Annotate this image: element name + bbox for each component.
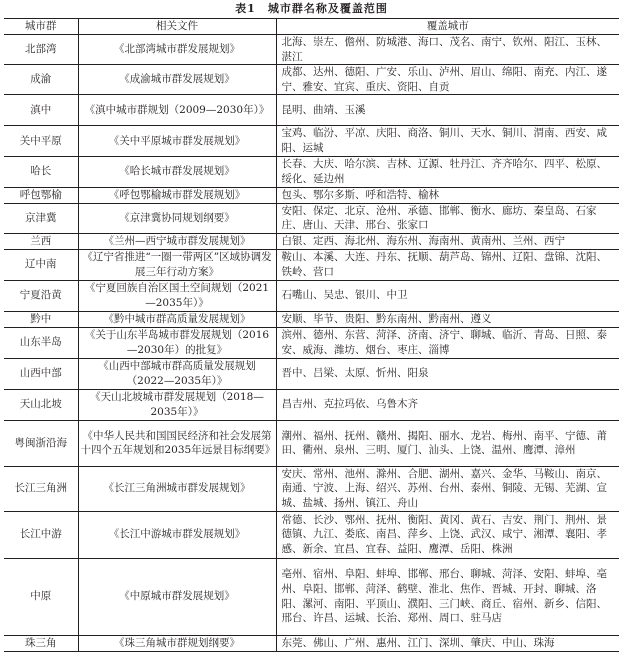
- cluster-name-cell: 山西中部: [19, 367, 62, 380]
- document-cell: 《京津冀协同规划纲要》: [78, 203, 276, 233]
- table-row: [4, 389, 619, 420]
- document-cell: 《关于山东半岛城市群发展规划（2016—2030年）的批复》: [78, 327, 276, 358]
- document-cell: 《天山北坡城市群发展规划（2018—2035年）》: [78, 389, 276, 420]
- covered-cities-cell: 安庆、常州、池州、滁州、合肥、湖州、嘉兴、金华、马鞍山、南京、南通、宁波、上海、绍兴、苏州、台州、泰州、铜陵、无锡、芜湖、宣城、盐城、扬州、镇江、舟山: [276, 466, 619, 511]
- document-cell: 《北部湾城市群发展规划》: [78, 35, 276, 65]
- cluster-name-cell: 天山北坡: [19, 398, 62, 411]
- table-row: [4, 249, 619, 280]
- covered-cities-cell: 鞍山、本溪、大连、丹东、抚顺、葫芦岛、锦州、辽阳、盘锦、沈阳、铁岭、营口: [276, 249, 619, 280]
- table-row: [4, 233, 619, 249]
- table-row: [4, 156, 619, 187]
- city-cluster-table: [4, 18, 619, 652]
- covered-cities-cell: 昆明、曲靖、玉溪: [276, 95, 619, 126]
- cluster-name-cell: 呼包鄂榆: [19, 188, 62, 201]
- document-cell: 《滇中城市群规划（2009—2030年）》: [78, 95, 276, 126]
- covered-cities-cell: 滨州、德州、东营、菏泽、济南、济宁、聊城、临沂、青岛、日照、泰安、威海、潍坊、烟台、枣庄、淄博: [276, 327, 619, 358]
- document-cell: 《关中平原城市群发展规划》: [78, 126, 276, 156]
- covered-cities-cell: 晋中、吕梁、太原、忻州、阳泉: [276, 358, 619, 389]
- cluster-name-cell: 辽中南: [25, 258, 57, 271]
- document-cell: 《呼包鄂榆城市群发展规划》: [78, 187, 276, 203]
- document-cell: 《珠三角城市群规划纲要》: [78, 635, 276, 651]
- covered-cities-cell: 成都、达州、德阳、广安、乐山、泸州、眉山、绵阳、南充、内江、遂宁、雅安、宜宾、重庆、资阳、自贡: [276, 65, 619, 95]
- table-row: [4, 35, 619, 65]
- covered-cities-cell: 东莞、佛山、广州、惠州、江门、深圳、肇庆、中山、珠海: [276, 635, 619, 651]
- document-cell: 《兰州—西宁城市群发展规划》: [78, 233, 276, 249]
- table-row: [4, 327, 619, 358]
- cluster-name-cell: 山东半岛: [19, 336, 62, 349]
- table-caption: 表1 城市群名称及覆盖范围: [235, 2, 388, 15]
- cluster-name-cell: 北部湾: [25, 43, 57, 56]
- covered-cities-cell: 常德、长沙、鄂州、抚州、衡阳、黄冈、黄石、吉安、荆门、荆州、景德镇、九江、娄底、南昌、萍乡、上饶、武汉、咸宁、湘潭、襄阳、孝感、新余、宜昌、宜春、益阳、鹰潭、岳阳、株洲: [276, 511, 619, 558]
- cluster-name-cell: 哈长: [30, 165, 52, 178]
- covered-cities-cell: 白银、定西、海北州、海东州、海南州、黄南州、兰州、西宁: [276, 233, 619, 249]
- covered-cities-cell: 北海、崇左、儋州、防城港、海口、茂名、南宁、钦州、阳江、玉林、湛江: [276, 35, 619, 65]
- header-document: 相关文件: [78, 19, 276, 35]
- header-cities: 覆盖城市: [276, 19, 619, 35]
- table-row: [4, 311, 619, 327]
- table-row: [4, 558, 619, 635]
- cluster-name-cell: 兰西: [30, 234, 52, 247]
- covered-cities-cell: 潮州、福州、抚州、赣州、揭阳、丽水、龙岩、梅州、南平、宁德、莆田、衢州、泉州、三明、厦门、汕头、上饶、温州、鹰潭、漳州: [276, 420, 619, 466]
- table-row: [4, 635, 619, 651]
- document-cell: 《成渝城市群发展规划》: [78, 65, 276, 95]
- table-row: [4, 511, 619, 558]
- table-row: [4, 358, 619, 389]
- cluster-name-cell: 黔中: [30, 312, 52, 325]
- table-row: [4, 203, 619, 233]
- table-row: [4, 466, 619, 511]
- covered-cities-cell: 宝鸡、临汾、平凉、庆阳、商洛、铜川、天水、铜川、渭南、西安、咸阳、运城: [276, 126, 619, 156]
- table-row: [4, 65, 619, 95]
- document-cell: 《长江三角洲城市群发展规划》: [78, 466, 276, 511]
- document-cell: 《中华人民共和国国民经济和社会发展第十四个五年规划和2035年远景目标纲要》: [78, 420, 276, 466]
- document-cell: 《中原城市群发展规划》: [78, 558, 276, 635]
- cluster-name-cell: 京津冀: [25, 211, 57, 224]
- document-cell: 《哈长城市群发展规划》: [78, 156, 276, 187]
- table-row: [4, 280, 619, 311]
- cluster-name-cell: 中原: [30, 590, 52, 603]
- covered-cities-cell: 长春、大庆、哈尔滨、吉林、辽源、牡丹江、齐齐哈尔、四平、松原、绥化、延边州: [276, 156, 619, 187]
- covered-cities-cell: 石嘴山、吴忠、银川、中卫: [276, 280, 619, 311]
- covered-cities-cell: 安阳、保定、北京、沧州、承德、邯郸、衡水、廊坊、秦皇岛、石家庄、唐山、天津、邢台、张家口: [276, 203, 619, 233]
- covered-cities-cell: 昌吉州、克拉玛依、乌鲁木齐: [276, 389, 619, 420]
- table-row: [4, 95, 619, 126]
- covered-cities-cell: 安顺、毕节、贵阳、黔东南州、黔南州、遵义: [276, 311, 619, 327]
- document-cell: 《黔中城市群高质量发展规划》: [78, 311, 276, 327]
- document-cell: 《长江中游城市群发展规划》: [78, 511, 276, 558]
- document-cell: 《辽宁省推进“一圈一带两区”区域协调发展三年行动方案》: [78, 249, 276, 280]
- document-cell: 《山西中部城市群高质量发展规划（2022—2035年）》: [78, 358, 276, 389]
- cluster-name-cell: 珠三角: [25, 636, 57, 649]
- document-cell: 《宁夏回族自治区国土空间规划（2021—2035年）》: [78, 280, 276, 311]
- table-header-row: [4, 19, 619, 35]
- table-row: [4, 126, 619, 156]
- table-row: [4, 420, 619, 466]
- cluster-name-cell: 长江三角洲: [14, 482, 67, 495]
- cluster-name-cell: 滇中: [30, 104, 52, 117]
- table-row: [4, 187, 619, 203]
- cluster-name-cell: 宁夏沿黄: [19, 289, 62, 302]
- covered-cities-cell: 包头、鄂尔多斯、呼和浩特、榆林: [276, 187, 619, 203]
- cluster-name-cell: 粤闽浙沿海: [14, 436, 67, 449]
- cluster-name-cell: 关中平原: [19, 134, 62, 147]
- header-cluster: 城市群: [25, 20, 57, 33]
- cluster-name-cell: 长江中游: [19, 528, 62, 541]
- cluster-name-cell: 成渝: [30, 73, 52, 86]
- covered-cities-cell: 亳州、宿州、阜阳、蚌埠、邯郸、邢台、聊城、菏泽、安阳、蚌埠、亳州、阜阳、邯郸、菏泽、鹤壁、淮北、焦作、晋城、开封、聊城、洛阳、漯河、南阳、平顶山、濮阳、三门峡、商丘、宿州、新乡、信阳、邢台、许昌、运城、长治、郑州、周口、驻马店: [276, 558, 619, 635]
